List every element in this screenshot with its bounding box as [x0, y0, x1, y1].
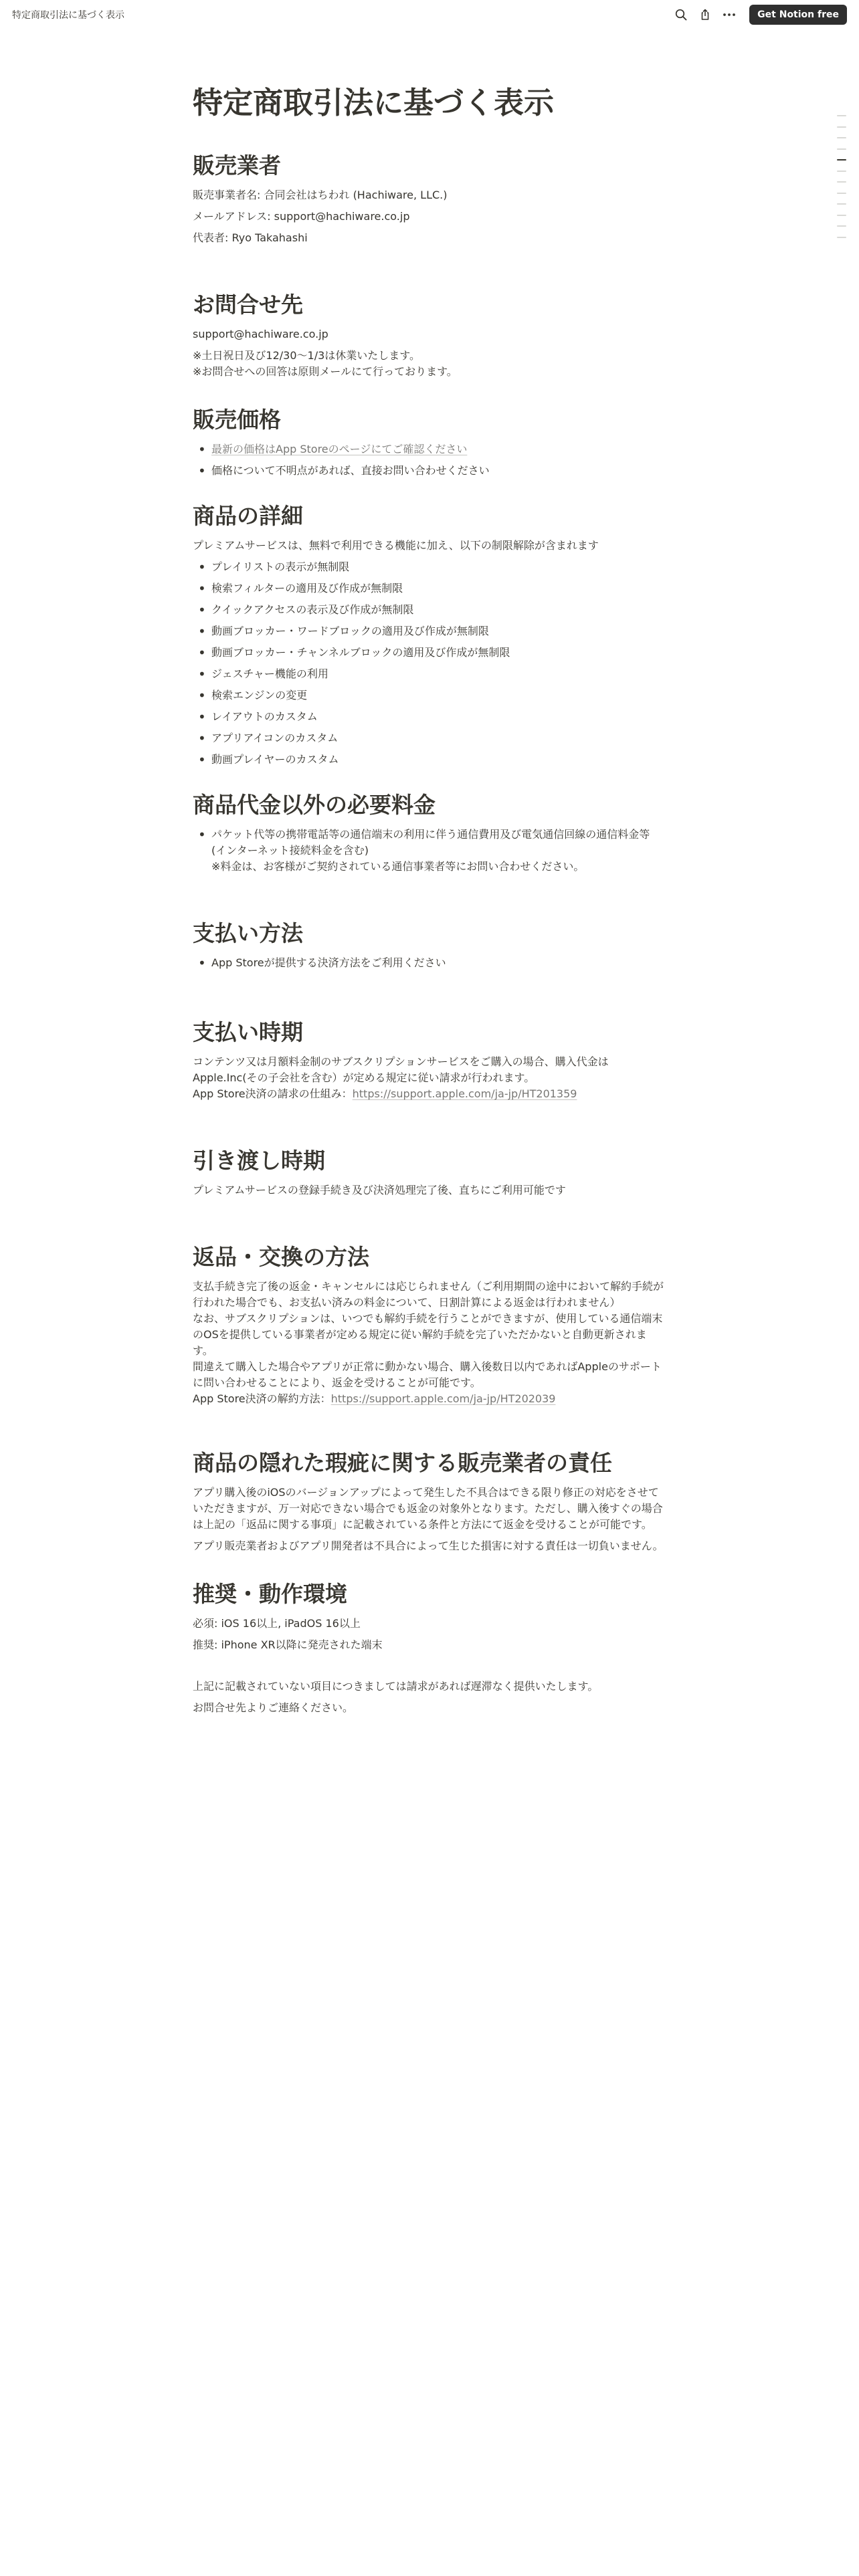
- section-heading: お問合せ先: [193, 292, 303, 318]
- list-item: • 検索エンジンの変更: [193, 687, 666, 704]
- section-heading: 商品の詳細: [193, 503, 303, 529]
- section-details: [193, 502, 666, 773]
- list-item: • 動画ブロッカー・ワードブロックの適用及び作成が無制限: [193, 623, 666, 639]
- section-contact: [193, 290, 666, 385]
- section-defect: [193, 1448, 666, 1560]
- app-store-price-link[interactable]: 最新の価格はApp Storeのページにてご確認ください: [211, 443, 468, 455]
- fees-line-2: (インターネット接続料金を含む): [211, 844, 369, 857]
- contact-email: support@hachiware.co.jp: [193, 328, 328, 340]
- toc-mark[interactable]: [837, 171, 846, 172]
- contact-note-1: ※土日祝日及び12/30〜1/3は休業いたします。: [193, 349, 420, 362]
- refund-line-3: なお、サブスクリプションは、いつでも解約手続を行うことができますが、使用している通信端末: [193, 1312, 663, 1325]
- apple-billing-link[interactable]: https://support.apple.com/ja-jp/HT201359: [352, 1087, 577, 1100]
- timing-line-2: Apple.Inc(その子会社を含む）が定める規定に従い請求が行われます。: [193, 1071, 535, 1084]
- refund-line-2: 行われた場合でも、お支払い済みの料金について、日割計算による返金は行われません）: [193, 1296, 621, 1309]
- refund-line-8-label: App Store決済の解約方法：: [193, 1392, 331, 1405]
- section-delivery: [193, 1146, 666, 1204]
- defect-line-4: アプリ販売業者およびアプリ開発者は不具合によって生じた損害に対する責任は一切負いません。: [193, 1539, 664, 1552]
- topbar-actions: [669, 3, 847, 27]
- list-item: • 動画プレイヤーのカスタム: [193, 752, 666, 768]
- seller-email: メールアドレス: support@hachiware.co.jp: [193, 210, 410, 223]
- details-list: [193, 559, 666, 768]
- toc-mark[interactable]: [837, 148, 846, 150]
- defect-line-1: アプリ購入後のiOSのバージョンアップによって発生した不具合はできる限り修正の対応をさせて: [193, 1486, 659, 1499]
- refund-line-4: のOSを提供している事業者が定める規定に従い解約手続を完了いただかないと自動更新されま: [193, 1328, 647, 1341]
- section-fees: [193, 790, 666, 880]
- toc-mark[interactable]: [837, 203, 846, 205]
- section-heading: 支払い方法: [193, 920, 303, 946]
- refund-line-7: に問い合わせることにより、返金を受けることが可能です。: [193, 1376, 481, 1389]
- section-footer-note: [193, 1679, 666, 1721]
- fees-list: [193, 827, 666, 875]
- section-heading: 商品の隠れた瑕疵に関する販売業者の責任: [193, 1450, 612, 1476]
- fees-line-1: • パケット代等の携帯電話等の通信端末の利用に伴う通信費用及び電気通信回線の通信料金等: [211, 828, 650, 841]
- list-item: • 動画ブロッカー・チャンネルブロックの適用及び作成が無制限: [193, 645, 666, 661]
- more-icon[interactable]: [717, 3, 741, 27]
- footer-line-2: お問合せ先よりご連絡ください。: [193, 1701, 354, 1714]
- section-heading: 推奨・動作環境: [193, 1581, 347, 1607]
- refund-line-1: 支払手続き完了後の返金・キャンセルには応じられません（ご利用期間の途中において解約手続が: [193, 1280, 664, 1293]
- section-seller: [193, 151, 666, 251]
- share-icon[interactable]: [693, 3, 717, 27]
- timing-line-3: [193, 1086, 666, 1102]
- seller-representative: 代表者: Ryo Takahashi: [193, 231, 308, 244]
- top-bar: [0, 0, 859, 29]
- toc-mark[interactable]: [837, 181, 846, 183]
- get-notion-free-button[interactable]: Get Notion free: [749, 5, 847, 25]
- list-item: • クイックアクセスの表示及び作成が無制限: [193, 602, 666, 618]
- toc-mark[interactable]: [837, 115, 846, 116]
- list-item: • 検索フィルターの適用及び作成が無制限: [193, 580, 666, 597]
- details-intro: プレミアムサービスは、無料で利用できる機能に加え、以下の制限解除が含まれます: [193, 539, 599, 552]
- timing-line-3-label: App Store決済の請求の仕組み：: [193, 1087, 353, 1100]
- list-item: • App Storeが提供する決済方法をご利用ください: [193, 955, 666, 971]
- section-payment-timing: [193, 1018, 666, 1107]
- section-heading: 返品・交換の方法: [193, 1244, 369, 1270]
- refund-line-8: [193, 1391, 666, 1407]
- payment-list: [193, 955, 666, 971]
- defect-line-3: は上記の「返品に関する事項」に記載されている条件と方法にて返金を受けることが可能です。: [193, 1518, 652, 1531]
- toc-mark[interactable]: [837, 137, 846, 138]
- toc-mark[interactable]: [837, 193, 846, 194]
- page-title: 特定商取引法に基づく表示: [193, 85, 555, 120]
- list-item: • ジェスチャー機能の利用: [193, 666, 666, 682]
- section-heading: 販売価格: [193, 407, 281, 433]
- list-item: • 価格について不明点があれば、直接お問い合わせください: [193, 463, 666, 479]
- section-refund: [193, 1243, 666, 1412]
- fees-line-3: ※料金は、お客様がご契約されている通信事業者等にお問い合わせください。: [211, 860, 585, 873]
- list-item: [193, 827, 666, 875]
- refund-line-6: 間違えて購入した場合やアプリが正常に動かない場合、購入後数日以内であればAppleのサポート: [193, 1360, 662, 1373]
- toc-mark[interactable]: [837, 237, 846, 238]
- list-item: • アプリアイコンのカスタム: [193, 730, 666, 746]
- refund-line-5: す。: [193, 1344, 213, 1357]
- footer-line-1: 上記に記載されていない項目につきましては請求があれば遅滞なく提供いたします。: [193, 1680, 599, 1693]
- section-payment: [193, 919, 666, 976]
- toc-mark[interactable]: [837, 215, 846, 216]
- toc-mark-active[interactable]: [837, 159, 846, 160]
- search-icon[interactable]: [669, 3, 693, 27]
- contact-note-2: ※お問合せへの回答は原則メールにて行っております。: [193, 365, 458, 378]
- section-heading: 支払い時期: [193, 1019, 303, 1045]
- seller-name: 販売事業者名: 合同会社はちわれ (Hachiware, LLC.): [193, 189, 448, 201]
- topbar-page-title[interactable]: 特定商取引法に基づく表示: [12, 10, 124, 21]
- table-of-contents-rail[interactable]: [837, 115, 848, 247]
- toc-mark[interactable]: [837, 225, 846, 227]
- section-environment: [193, 1580, 666, 1658]
- list-item: • プレイリストの表示が無制限: [193, 559, 666, 575]
- list-item[interactable]: [193, 441, 666, 457]
- env-required: 必須: iOS 16以上, iPadOS 16以上: [193, 1617, 361, 1630]
- defect-line-2: いただきますが、万一対応できない場合でも返金の対象外となります。ただし、購入後すぐの場合: [193, 1502, 663, 1515]
- apple-cancel-link[interactable]: https://support.apple.com/ja-jp/HT202039: [330, 1392, 556, 1405]
- section-heading: 商品代金以外の必要料金: [193, 792, 436, 818]
- price-list: [193, 441, 666, 479]
- section-heading: 引き渡し時期: [193, 1148, 325, 1174]
- delivery-line-1: プレミアムサービスの登録手続き及び決済処理完了後、直ちにご利用可能です: [193, 1184, 566, 1196]
- list-item: • レイアウトのカスタム: [193, 709, 666, 725]
- toc-mark[interactable]: [837, 126, 846, 128]
- section-heading: 販売業者: [193, 152, 281, 179]
- env-recommended: 推奨: iPhone XR以降に発売された端末: [193, 1638, 383, 1651]
- timing-line-1: コンテンツ又は月額料金制のサブスクリプションサービスをご購入の場合、購入代金は: [193, 1055, 609, 1068]
- section-price: [193, 405, 666, 484]
